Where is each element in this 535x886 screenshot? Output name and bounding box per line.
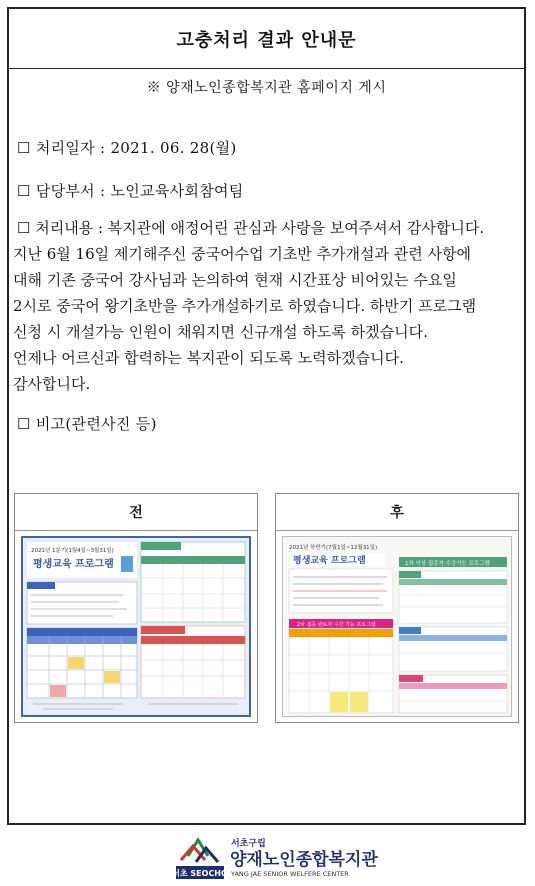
after-poster-title: 평생교육 프로그램 — [293, 556, 366, 566]
after-heading: 후 — [276, 494, 518, 531]
before-photo-card — [14, 493, 258, 723]
processing-content — [13, 215, 518, 397]
page-title: 고충처리 결과 안내문 — [176, 29, 357, 51]
content-line: 언제나 어르신과 합력하는 복지관이 되도록 노력하겠습니다. — [13, 349, 404, 367]
processing-date: ☐ 처리일자 : 2021. 06. 28(월) — [17, 139, 237, 157]
center-logo — [0, 832, 535, 882]
logo-text: 서초 SEOCHO — [172, 869, 228, 878]
after-poster-graphic — [283, 537, 511, 716]
content-line: 2시로 중국어 왕기초반을 추가개설하기로 하였습니다. 하반기 프로그램 — [13, 297, 477, 315]
after-subtitle: 1차 이상 접종자 수강가능 프로그램 — [405, 561, 490, 567]
before-heading: 전 — [15, 494, 257, 531]
after-photo-card — [275, 493, 519, 723]
before-poster-title: 평생교육 프로그램 — [33, 559, 114, 570]
photo-comparison — [14, 493, 519, 725]
remarks: ☐ 비고(관련사진 등) — [17, 415, 157, 433]
before-poster-image — [21, 536, 251, 717]
content-line: 감사합니다. — [13, 375, 91, 393]
notice-frame — [7, 7, 526, 825]
after-period: 2021년 하반기(7월1일~12월31일) — [289, 545, 378, 551]
after-subtitle-2: 2차 접종 완료자 수강 가능 프로그램 — [297, 622, 376, 628]
content-line: ☐ 처리내용 : 복지관에 애정어린 관심과 사랑을 보여주셔서 감사합니다. — [17, 219, 485, 237]
content-line: 신청 시 개설가능 인원이 채워지면 신규개설 하도록 하겠습니다. — [13, 323, 428, 341]
homepage-notice: ※ 양재노인종합복지관 홈페이지 게시 — [146, 80, 387, 96]
title-box — [9, 9, 524, 69]
footer-english-name: YANG JAE SENIOR WELFERE CENTER — [231, 870, 349, 878]
footer — [0, 832, 535, 882]
after-poster-image — [282, 536, 512, 717]
content-line: 대해 기존 중국어 강사님과 논의하여 현재 시간표상 비어있는 수요일 — [13, 271, 457, 289]
content-line: 지난 6월 16일 제기해주신 중국어수업 기초반 추가개설과 관련 사항에 — [13, 245, 472, 263]
before-poster-graphic — [23, 538, 249, 715]
before-period: 2021년 1분기(1월4일~3월31일) — [31, 548, 114, 554]
seocho-emblem-icon — [172, 840, 228, 879]
footer-district: 서초구립 — [231, 839, 266, 849]
department: ☐ 담당부서 : 노인교육사회참여팀 — [17, 182, 244, 200]
footer-center-name: 양재노인종합복지관 — [230, 850, 378, 870]
